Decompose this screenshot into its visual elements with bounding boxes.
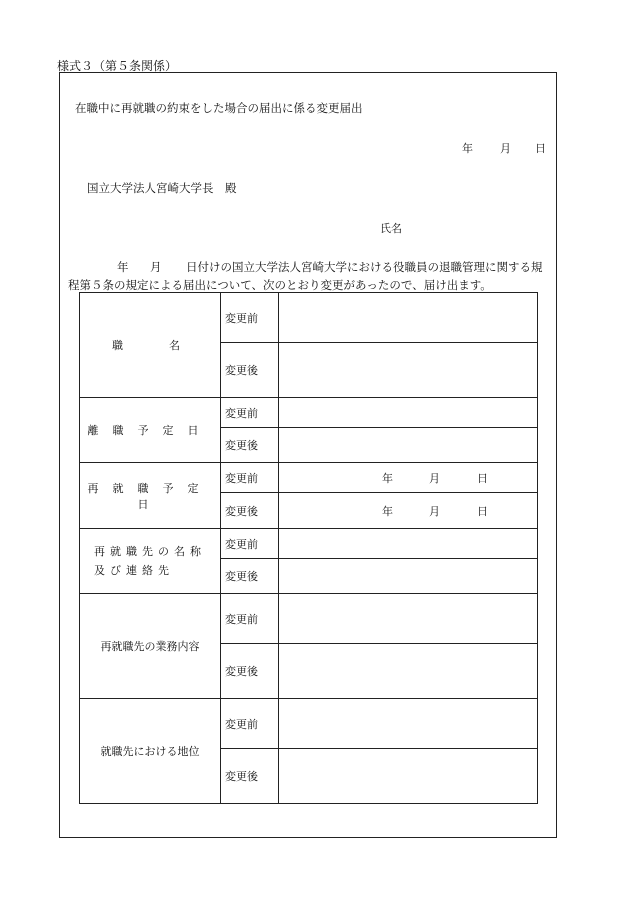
position-before-field[interactable] — [279, 699, 538, 749]
form-number-label: 様式３（第５条関係） — [57, 59, 178, 73]
table-row — [80, 463, 538, 493]
change-table — [79, 292, 538, 804]
table-row — [80, 594, 538, 644]
after-label: 変更後 — [221, 343, 279, 398]
reemployment-date-before-field[interactable] — [279, 463, 538, 493]
table-row — [80, 529, 538, 559]
date-day-label: 日 — [477, 471, 488, 485]
date-month-label: 月 — [429, 471, 440, 485]
date-year-label: 年 — [382, 471, 393, 485]
category-job-title: 職 名 — [80, 293, 221, 398]
resignation-date-before-field[interactable] — [279, 398, 538, 428]
after-label: 変更後 — [221, 644, 279, 699]
submission-date-month: 月 — [500, 142, 511, 155]
before-label: 変更前 — [221, 594, 279, 644]
category-reemployment-date: 再就職予定日 — [80, 463, 221, 529]
employer-before-field[interactable] — [279, 529, 538, 559]
after-label: 変更後 — [221, 493, 279, 529]
before-label: 変更前 — [221, 699, 279, 749]
job-title-after-field[interactable] — [279, 343, 538, 398]
body-line-1-rest: 日付けの国立大学法人宮崎大学における役職員の退職管理に関する規 — [186, 260, 543, 274]
employer-after-field[interactable] — [279, 559, 538, 594]
category-employer-name-contact — [80, 529, 221, 594]
before-label: 変更前 — [221, 529, 279, 559]
date-year-label: 年 — [382, 504, 393, 518]
submission-date-day: 日 — [535, 142, 546, 155]
after-label: 変更後 — [221, 428, 279, 463]
before-label: 変更前 — [221, 463, 279, 493]
business-after-field[interactable] — [279, 644, 538, 699]
table-row — [80, 398, 538, 428]
table-row — [80, 699, 538, 749]
category-line-1: 再就職先の名称 — [94, 545, 206, 558]
body-year: 年 — [117, 260, 129, 274]
job-title-before-field[interactable] — [279, 293, 538, 343]
category-business-description: 再就職先の業務内容 — [80, 594, 221, 699]
form-title: 在職中に再就職の約束をした場合の届出に係る変更届出 — [75, 101, 363, 115]
body-text-line-2: 程第５条の規定による届出について、次のとおり変更があったので、届け出ます。 — [68, 278, 492, 292]
position-after-field[interactable] — [279, 749, 538, 804]
category-line-2: 及び連絡先 — [94, 564, 174, 577]
category-position: 就職先における地位 — [80, 699, 221, 804]
addressee: 国立大学法人宮崎大学長 殿 — [87, 181, 237, 195]
reemployment-date-after-field[interactable] — [279, 493, 538, 529]
after-label: 変更後 — [221, 749, 279, 804]
resignation-date-after-field[interactable] — [279, 428, 538, 463]
body-month: 月 — [150, 260, 162, 274]
before-label: 変更前 — [221, 293, 279, 343]
business-before-field[interactable] — [279, 594, 538, 644]
submission-date-year: 年 — [462, 142, 473, 155]
table-row — [80, 293, 538, 343]
applicant-name-label: 氏名 — [380, 222, 402, 235]
after-label: 変更後 — [221, 559, 279, 594]
date-day-label: 日 — [477, 504, 488, 518]
before-label: 変更前 — [221, 398, 279, 428]
date-month-label: 月 — [429, 504, 440, 518]
category-resignation-date: 離職予定日 — [80, 398, 221, 463]
